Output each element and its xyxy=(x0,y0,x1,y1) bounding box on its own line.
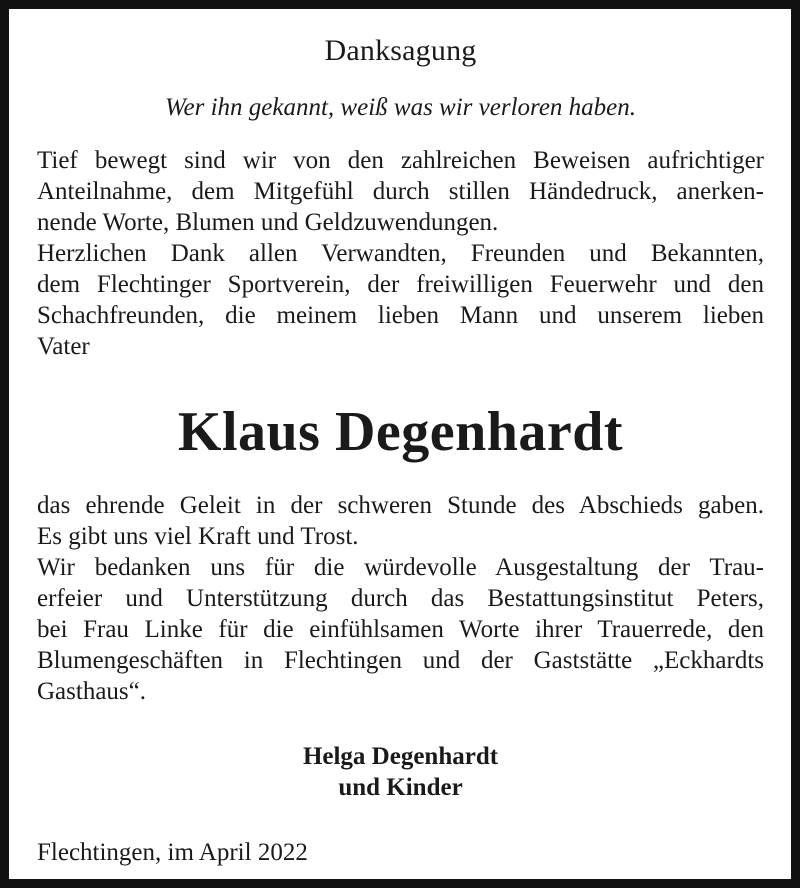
text-line: Blumengeschäften in Flechtingen und der Gaststätte „Eckhardts xyxy=(37,647,764,674)
paragraph-gratitude xyxy=(37,145,764,238)
text-line: Es gibt uns viel Kraft und Trost. xyxy=(37,523,359,550)
text-line: dem Flechtinger Sportverein, der freiwilligen Feuerwehr und den xyxy=(37,271,764,298)
deceased-name: Klaus Degenhardt xyxy=(177,401,624,463)
text-line: bei Frau Linke für die einfühlsamen Worte ihrer Trauerrede, den xyxy=(37,616,764,643)
paragraph-escort xyxy=(37,490,764,552)
signature-family: und Kinder xyxy=(338,774,463,801)
signature-name: Helga Degenhardt xyxy=(302,743,499,770)
place-date: Flechtingen, im April 2022 xyxy=(37,839,308,866)
text-line: Vater xyxy=(37,333,90,360)
text-line: Anteilnahme, dem Mitgefühl durch stillen Händedruck, anerken- xyxy=(37,178,764,205)
text-line: Tief bewegt sind wir von den zahlreichen Beweisen aufrichtiger xyxy=(37,147,764,174)
paragraph-thanks xyxy=(37,238,764,362)
text-line: Gasthaus“. xyxy=(37,678,146,705)
paragraph-ceremony xyxy=(37,552,764,707)
signature-block xyxy=(37,741,764,803)
text-line: Herzlichen Dank allen Verwandten, Freunden und Bekannten, xyxy=(37,240,764,267)
motto-quote: Wer ihn gekannt, weiß was wir verloren haben. xyxy=(164,94,637,121)
notice-title: Danksagung xyxy=(324,34,477,67)
text-line: nende Worte, Blumen und Geldzuwendungen. xyxy=(37,209,499,236)
text-line: das ehrende Geleit in der schweren Stunde des Abschieds gaben. xyxy=(37,492,764,519)
text-line: Schachfreunden, die meinem lieben Mann und unserem lieben xyxy=(37,302,764,329)
text-line: Wir bedanken uns für die würdevolle Ausgestaltung der Trau- xyxy=(37,554,764,581)
text-line: erfeier und Unterstützung durch das Bestattungsinstitut Peters, xyxy=(37,585,764,612)
